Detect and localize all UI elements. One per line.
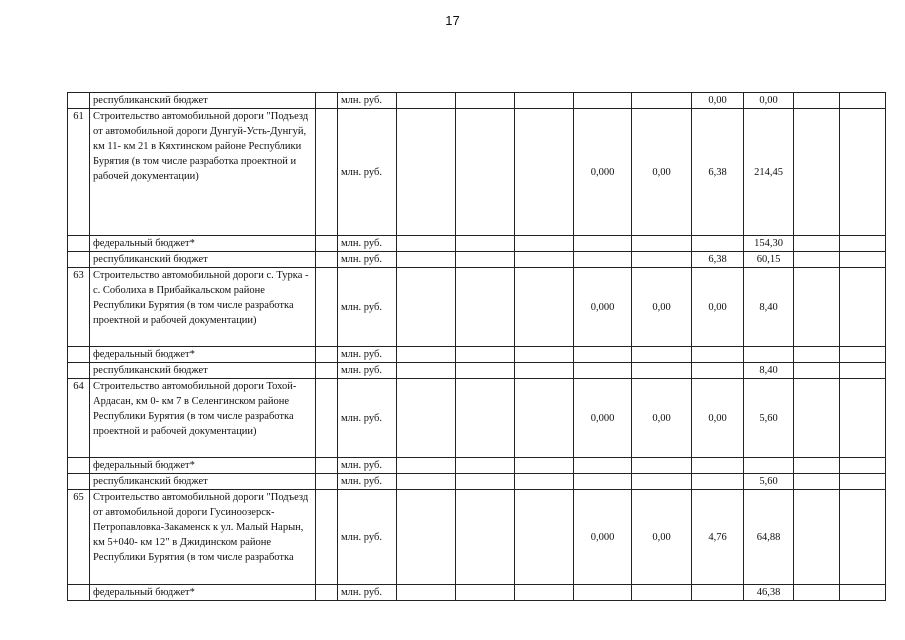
row-number bbox=[68, 252, 90, 268]
empty-cell bbox=[316, 379, 338, 458]
unit-cell: млн. руб. bbox=[338, 474, 397, 490]
table-row-project bbox=[68, 379, 886, 458]
value-cell bbox=[397, 268, 456, 347]
value-cell bbox=[397, 93, 456, 109]
value-cell bbox=[840, 347, 886, 363]
value-cell bbox=[840, 93, 886, 109]
value-cell: 6,38 bbox=[692, 252, 744, 268]
value-cell bbox=[574, 347, 632, 363]
value-cell bbox=[794, 109, 840, 236]
value-cell bbox=[632, 474, 692, 490]
value-cell bbox=[515, 109, 574, 236]
value-cell bbox=[397, 109, 456, 236]
value-cell bbox=[840, 585, 886, 601]
value-cell: 0,00 bbox=[632, 379, 692, 458]
value-cell: 64,88 bbox=[744, 490, 794, 585]
empty-cell bbox=[316, 347, 338, 363]
value-cell bbox=[397, 458, 456, 474]
value-cell bbox=[515, 458, 574, 474]
value-cell bbox=[574, 458, 632, 474]
value-cell: 0,00 bbox=[744, 93, 794, 109]
value-cell bbox=[574, 252, 632, 268]
table-row-budget-source bbox=[68, 236, 886, 252]
empty-cell bbox=[316, 458, 338, 474]
value-cell bbox=[456, 93, 515, 109]
row-number: 64 bbox=[68, 379, 90, 458]
value-cell: 6,38 bbox=[692, 109, 744, 236]
value-cell bbox=[840, 363, 886, 379]
value-cell bbox=[515, 268, 574, 347]
empty-cell bbox=[316, 474, 338, 490]
unit-cell: млн. руб. bbox=[338, 109, 397, 236]
value-cell bbox=[397, 379, 456, 458]
row-number bbox=[68, 363, 90, 379]
value-cell bbox=[794, 252, 840, 268]
unit-cell: млн. руб. bbox=[338, 347, 397, 363]
value-cell: 154,30 bbox=[744, 236, 794, 252]
budget-source: федеральный бюджет* bbox=[90, 585, 316, 601]
value-cell bbox=[456, 236, 515, 252]
value-cell: 0,000 bbox=[574, 490, 632, 585]
value-cell bbox=[632, 347, 692, 363]
table-row-budget-source bbox=[68, 474, 886, 490]
unit-cell: млн. руб. bbox=[338, 252, 397, 268]
value-cell bbox=[632, 458, 692, 474]
table-row-budget-source bbox=[68, 93, 886, 109]
value-cell bbox=[794, 585, 840, 601]
value-cell bbox=[397, 236, 456, 252]
value-cell bbox=[456, 490, 515, 585]
value-cell bbox=[397, 490, 456, 585]
row-number bbox=[68, 585, 90, 601]
value-cell bbox=[692, 458, 744, 474]
value-cell bbox=[456, 268, 515, 347]
value-cell bbox=[574, 93, 632, 109]
value-cell bbox=[456, 458, 515, 474]
value-cell: 60,15 bbox=[744, 252, 794, 268]
table-row-budget-source bbox=[68, 363, 886, 379]
value-cell: 0,00 bbox=[632, 109, 692, 236]
value-cell bbox=[692, 585, 744, 601]
value-cell: 0,00 bbox=[692, 268, 744, 347]
empty-cell bbox=[316, 585, 338, 601]
value-cell bbox=[632, 252, 692, 268]
value-cell bbox=[794, 490, 840, 585]
value-cell bbox=[794, 379, 840, 458]
value-cell: 5,60 bbox=[744, 379, 794, 458]
budget-source: республиканский бюджет bbox=[90, 474, 316, 490]
empty-cell bbox=[316, 109, 338, 236]
budget-table-body bbox=[68, 93, 886, 601]
value-cell bbox=[840, 252, 886, 268]
project-name: Строительство автомобильной дороги "Подъезд от автомобильной дороги Дунгуй-Усть-Дунгуй, км 11- км 21 в Кяхтинском районе Республики Бурятия (в том числе разработка проектной и рабочей документации) bbox=[90, 109, 316, 236]
value-cell bbox=[515, 585, 574, 601]
value-cell bbox=[692, 236, 744, 252]
budget-source: федеральный бюджет* bbox=[90, 458, 316, 474]
value-cell bbox=[574, 474, 632, 490]
value-cell bbox=[632, 363, 692, 379]
value-cell: 8,40 bbox=[744, 363, 794, 379]
unit-cell: млн. руб. bbox=[338, 379, 397, 458]
value-cell bbox=[840, 474, 886, 490]
row-number bbox=[68, 347, 90, 363]
value-cell bbox=[456, 585, 515, 601]
empty-cell bbox=[316, 93, 338, 109]
project-name: Строительство автомобильной дороги "Подъезд от автомобильной дороги Гусиноозерск-Петропавловка-Закаменск к ул. Малый Нарын, км 5+040- км 12" в Джидинском районе Республики Бурятия (в том числе разработка bbox=[90, 490, 316, 585]
table-row-project bbox=[68, 490, 886, 585]
value-cell bbox=[794, 474, 840, 490]
value-cell bbox=[456, 252, 515, 268]
value-cell bbox=[840, 379, 886, 458]
empty-cell bbox=[316, 490, 338, 585]
value-cell bbox=[515, 252, 574, 268]
row-number: 61 bbox=[68, 109, 90, 236]
budget-source: федеральный бюджет* bbox=[90, 347, 316, 363]
value-cell bbox=[840, 109, 886, 236]
row-number bbox=[68, 93, 90, 109]
value-cell bbox=[397, 474, 456, 490]
value-cell: 0,00 bbox=[632, 490, 692, 585]
value-cell: 0,000 bbox=[574, 268, 632, 347]
row-number bbox=[68, 474, 90, 490]
unit-cell: млн. руб. bbox=[338, 268, 397, 347]
value-cell bbox=[574, 585, 632, 601]
budget-source: республиканский бюджет bbox=[90, 93, 316, 109]
table-row-budget-source bbox=[68, 458, 886, 474]
value-cell bbox=[456, 379, 515, 458]
value-cell: 0,00 bbox=[692, 379, 744, 458]
table-row-budget-source bbox=[68, 252, 886, 268]
value-cell bbox=[397, 585, 456, 601]
row-number bbox=[68, 458, 90, 474]
row-number bbox=[68, 236, 90, 252]
value-cell bbox=[456, 109, 515, 236]
value-cell bbox=[840, 490, 886, 585]
value-cell bbox=[632, 93, 692, 109]
value-cell bbox=[794, 347, 840, 363]
budget-table bbox=[67, 92, 886, 601]
value-cell bbox=[456, 347, 515, 363]
value-cell bbox=[397, 363, 456, 379]
value-cell bbox=[794, 363, 840, 379]
table-row-budget-source bbox=[68, 585, 886, 601]
value-cell bbox=[840, 458, 886, 474]
budget-source: федеральный бюджет* bbox=[90, 236, 316, 252]
value-cell bbox=[397, 252, 456, 268]
row-number: 63 bbox=[68, 268, 90, 347]
value-cell bbox=[515, 363, 574, 379]
unit-cell: млн. руб. bbox=[338, 585, 397, 601]
value-cell bbox=[692, 347, 744, 363]
value-cell bbox=[794, 268, 840, 347]
value-cell: 5,60 bbox=[744, 474, 794, 490]
value-cell bbox=[515, 236, 574, 252]
table-row-budget-source bbox=[68, 347, 886, 363]
table-row-project bbox=[68, 268, 886, 347]
empty-cell bbox=[316, 252, 338, 268]
value-cell: 8,40 bbox=[744, 268, 794, 347]
row-number: 65 bbox=[68, 490, 90, 585]
value-cell bbox=[456, 474, 515, 490]
value-cell: 0,000 bbox=[574, 379, 632, 458]
value-cell bbox=[632, 585, 692, 601]
value-cell bbox=[515, 93, 574, 109]
value-cell bbox=[692, 363, 744, 379]
project-name: Строительство автомобильной дороги Тохой-Ардасан, км 0- км 7 в Селенгинском районе Республики Бурятия (в том числе разработка проектной и рабочей документации) bbox=[90, 379, 316, 458]
value-cell bbox=[574, 236, 632, 252]
value-cell: 0,00 bbox=[632, 268, 692, 347]
value-cell bbox=[574, 363, 632, 379]
value-cell: 0,00 bbox=[692, 93, 744, 109]
value-cell bbox=[397, 347, 456, 363]
value-cell bbox=[632, 236, 692, 252]
value-cell bbox=[744, 347, 794, 363]
value-cell bbox=[794, 236, 840, 252]
value-cell bbox=[515, 347, 574, 363]
unit-cell: млн. руб. bbox=[338, 236, 397, 252]
budget-source: республиканский бюджет bbox=[90, 252, 316, 268]
value-cell bbox=[840, 236, 886, 252]
value-cell bbox=[794, 458, 840, 474]
empty-cell bbox=[316, 363, 338, 379]
unit-cell: млн. руб. bbox=[338, 490, 397, 585]
unit-cell: млн. руб. bbox=[338, 93, 397, 109]
value-cell bbox=[515, 490, 574, 585]
unit-cell: млн. руб. bbox=[338, 458, 397, 474]
value-cell bbox=[515, 379, 574, 458]
unit-cell: млн. руб. bbox=[338, 363, 397, 379]
value-cell: 4,76 bbox=[692, 490, 744, 585]
value-cell: 0,000 bbox=[574, 109, 632, 236]
value-cell bbox=[456, 363, 515, 379]
value-cell bbox=[840, 268, 886, 347]
value-cell bbox=[692, 474, 744, 490]
value-cell: 214,45 bbox=[744, 109, 794, 236]
value-cell bbox=[794, 93, 840, 109]
table-row-project bbox=[68, 109, 886, 236]
value-cell bbox=[744, 458, 794, 474]
page-number: 17 bbox=[445, 13, 460, 28]
empty-cell bbox=[316, 268, 338, 347]
project-name: Строительство автомобильной дороги с. Турка - с. Соболиха в Прибайкальском районе Республики Бурятия (в том числе разработка проектной и рабочей документации) bbox=[90, 268, 316, 347]
empty-cell bbox=[316, 236, 338, 252]
value-cell: 46,38 bbox=[744, 585, 794, 601]
value-cell bbox=[515, 474, 574, 490]
budget-source: республиканский бюджет bbox=[90, 363, 316, 379]
